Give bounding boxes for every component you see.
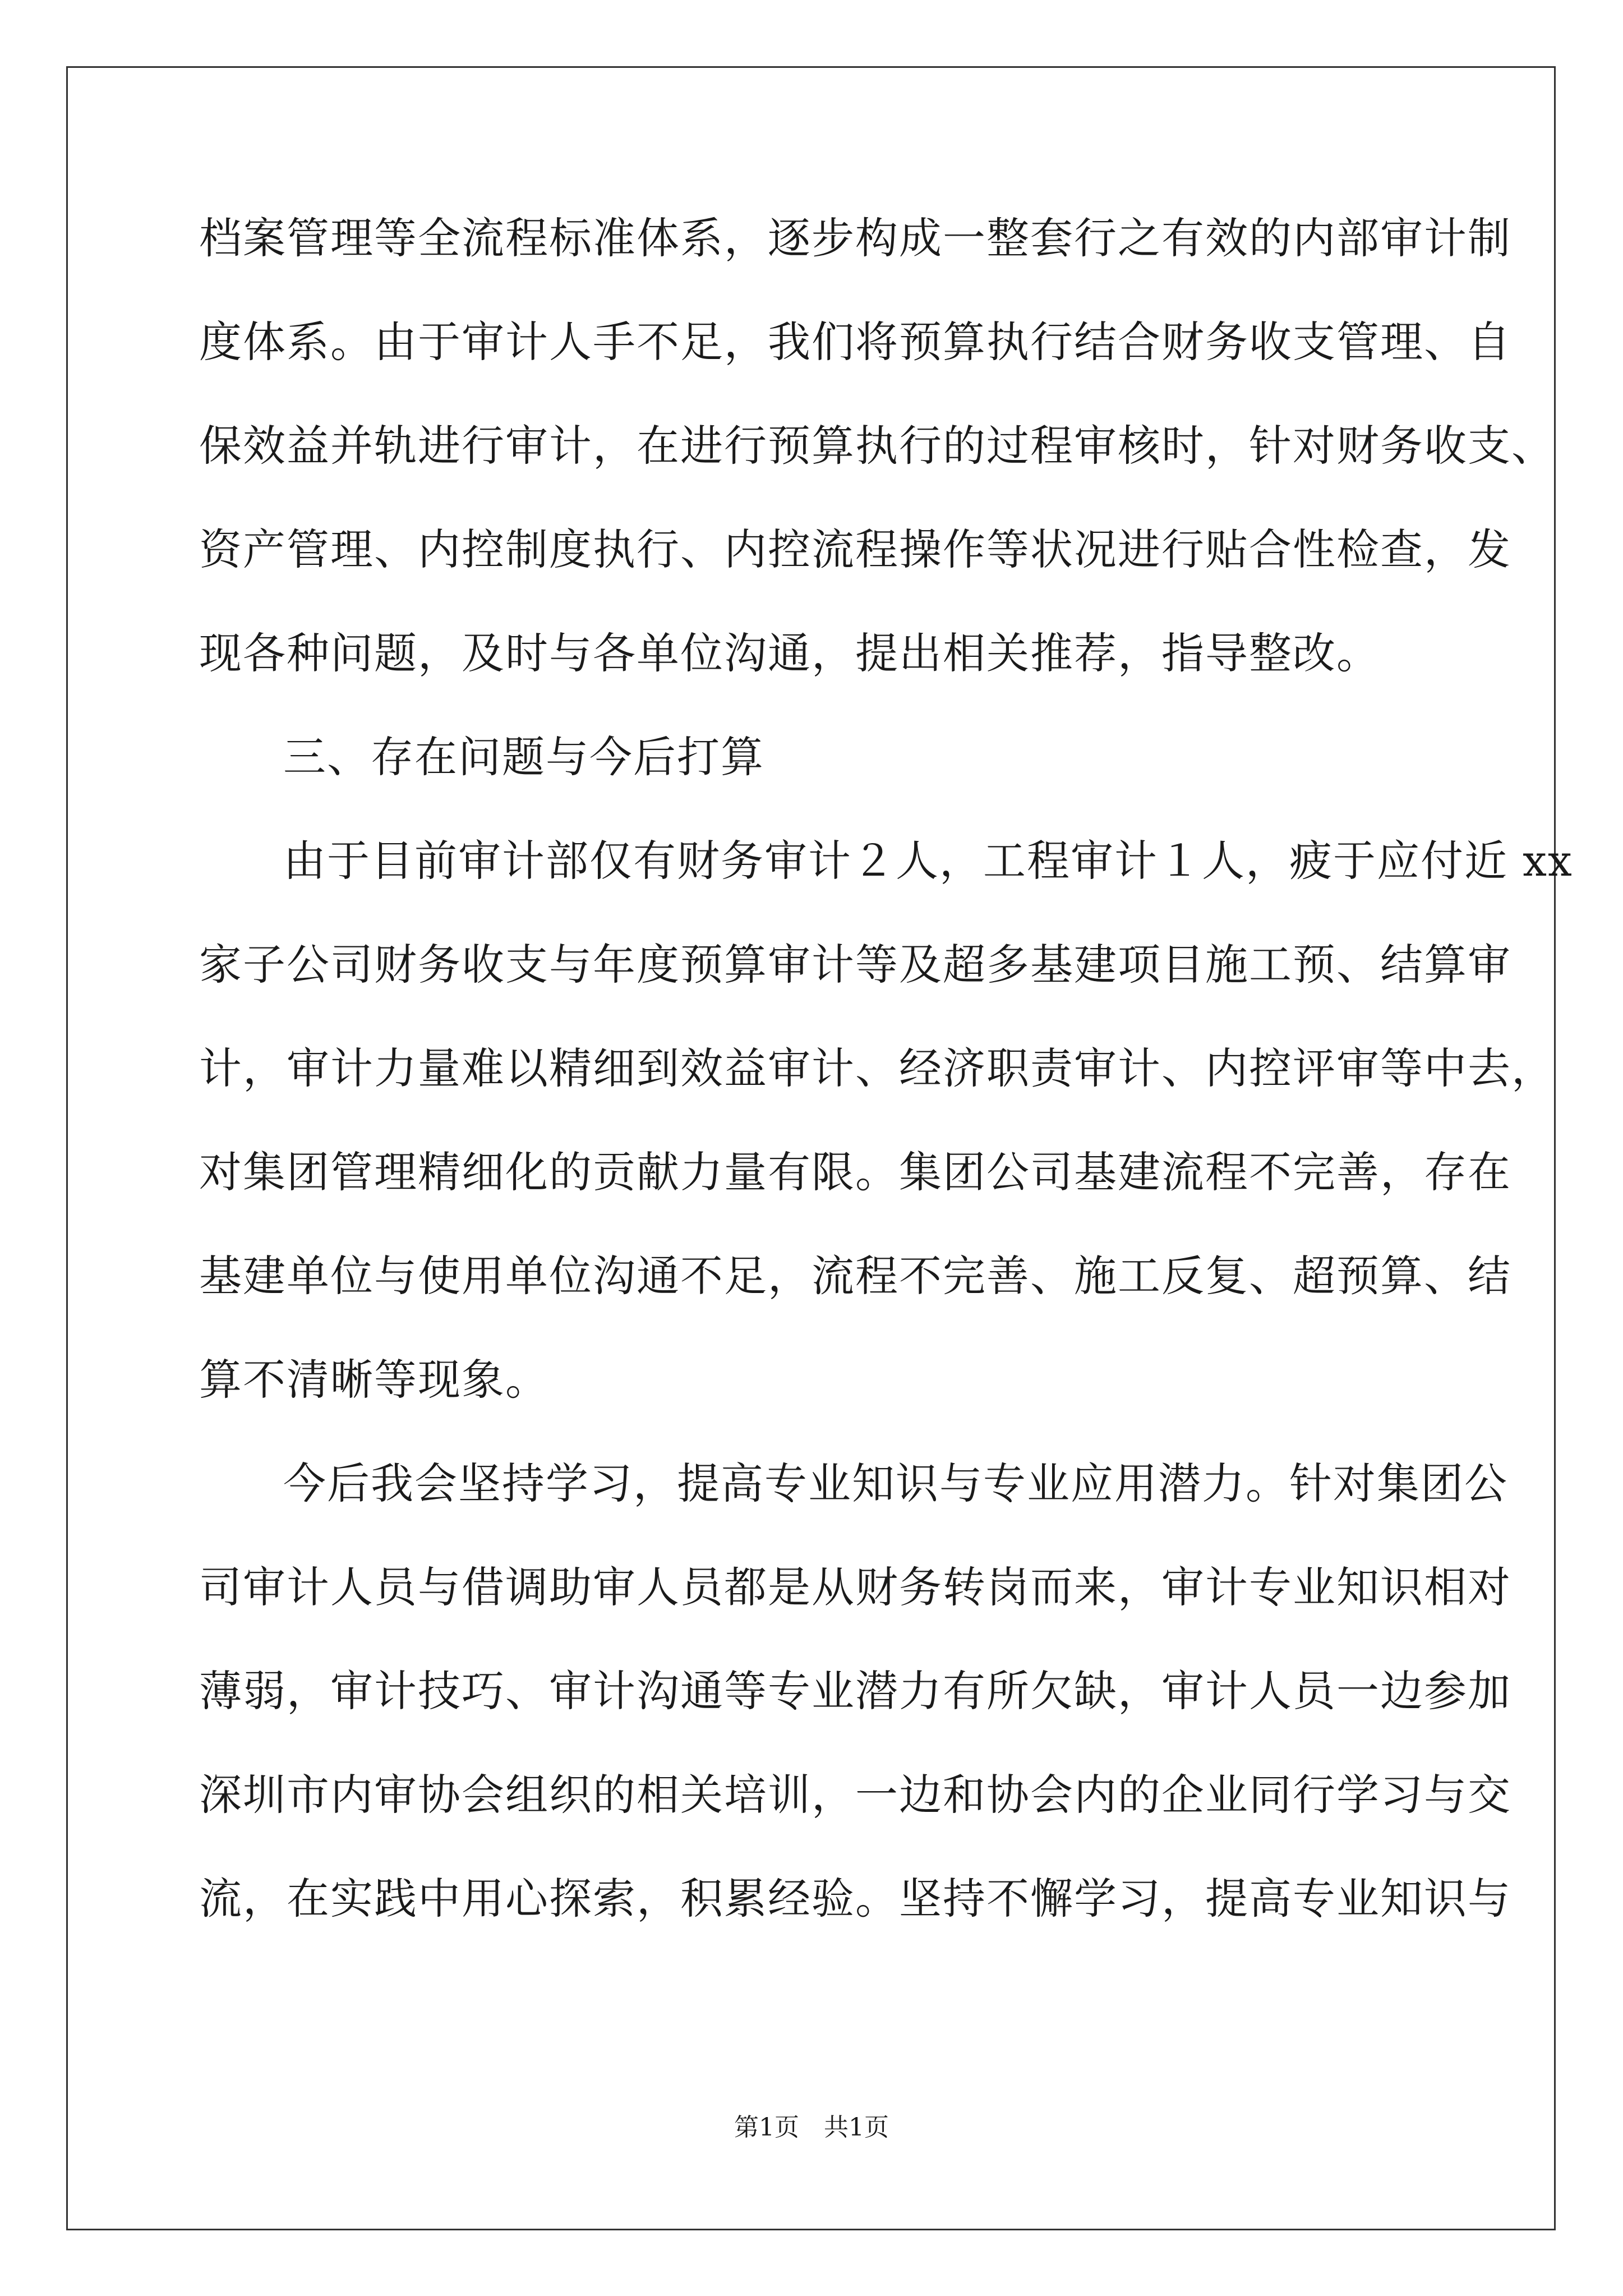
section-heading: 三、存在问题与今后打算 (283, 732, 764, 782)
body-line: 对集团管理精细化的贡献力量有限。集团公司基建流程不完善，存在 (199, 1147, 1511, 1197)
body-line: 薄弱，审计技巧、审计沟通等专业潜力有所欠缺，审计人员一边参加 (199, 1666, 1511, 1716)
body-line: 资产管理、内控制度执行、内控流程操作等状况进行贴合性检查，发 (199, 524, 1511, 574)
body-line: 流，在实践中用心探索，积累经验。坚持不懈学习，提高专业知识与 (199, 1874, 1511, 1924)
body-line: 档案管理等全流程标准体系，逐步构成一整套行之有效的内部审计制 (199, 213, 1511, 263)
body-line: 现各种问题，及时与各单位沟通，提出相关推荐，指导整改。 (199, 628, 1380, 678)
body-line: 基建单位与使用单位沟通不足，流程不完善、施工反复、超预算、结 (199, 1251, 1511, 1301)
page-number-footer: 第1页 共1页 (734, 2113, 889, 2142)
body-line: 家子公司财务收支与年度预算审计等及超多基建项目施工预、结算审 (199, 940, 1511, 990)
body-line: 今后我会坚持学习，提高专业知识与专业应用潜力。针对集团公 (283, 1458, 1508, 1508)
body-line: 度体系。由于审计人手不足，我们将预算执行结合财务收支管理、自 (199, 317, 1511, 367)
body-line: 保效益并轨进行审计，在进行预算执行的过程审核时，针对财务收支、 (199, 421, 1555, 471)
body-line: 司审计人员与借调助审人员都是从财务转岗而来，审计专业知识相对 (199, 1562, 1511, 1612)
body-line: 算不清晰等现象。 (199, 1355, 549, 1405)
body-line: 计，审计力量难以精细到效益审计、经济职责审计、内控评审等中去， (199, 1043, 1555, 1093)
body-line: 由于目前审计部仅有财务审计２人，工程审计１人，疲于应付近 xx (283, 836, 1573, 886)
body-line: 深圳市内审协会组织的相关培训，一边和协会内的企业同行学习与交 (199, 1770, 1511, 1820)
